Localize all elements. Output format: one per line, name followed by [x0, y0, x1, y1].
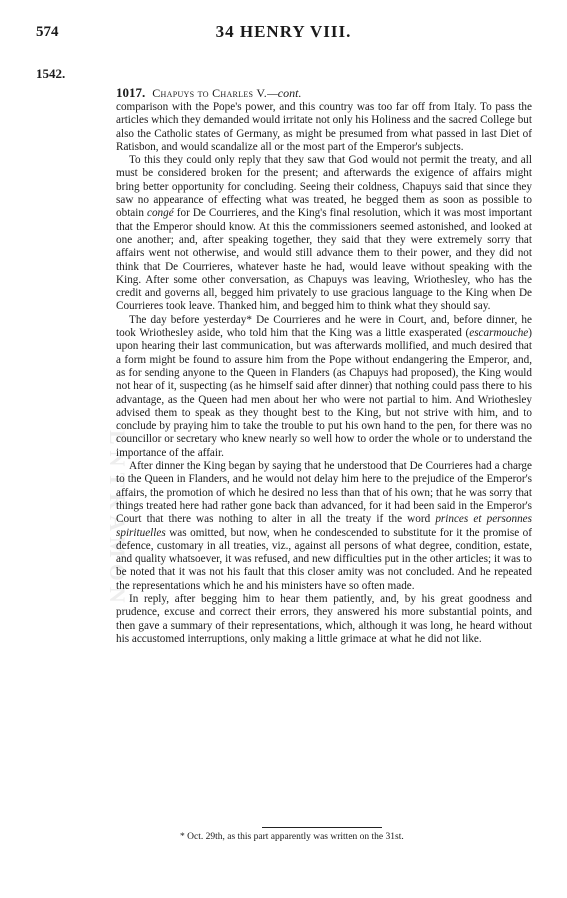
faded-watermark: ENTRAMON	[105, 430, 130, 609]
italic-phrase: princes et personnes spirituelles	[116, 513, 532, 539]
footnote-rule	[262, 827, 382, 828]
text-run: for De Courrieres, and the King's final resolution, which it was most important that the Emperor should know. At this the commissioners seemed astonished, and looked at one another; and, after speaking together, they said that they were extremely sorry that affairs went not otherwise, and would still advance them to their power, and they did not think that De Courrieres, whatever haste he had, would leave without speaking with the King. After some other conversation, as Chapuys was leaving, Wriothesley, who has the credit and governs all, begged him privately to use gracious language to the King when De Courrieres took leave. Thanked him, and begged him to think what they should say.	[116, 207, 532, 313]
entry-number: 1017.	[116, 85, 146, 100]
entry-heading	[116, 85, 301, 101]
body-paragraph	[116, 154, 532, 314]
footnote: * Oct. 29th, as this part apparently was written on the 31st.	[180, 832, 404, 842]
entry-title: Chapuys to Charles V.	[152, 86, 268, 100]
text-run: ) upon hearing their last communication, but was afterwards mollified, and much desired that a form might be found to assure him from the Pope without endangering the Emperor, and, as for sending anyone to the Queen in Flanders (as Chapuys had proposed), the King would not hear of it, suspecting (as he himself said after dinner) that nothing could pass there to his advantage, as the Queen had men about her who were not partial to him. And Wriothesley advised them to speak as they thought best to the King, but not strive with him, and to conclude by praying him to take the trouble to put his own hand to the pen, for there was no councillor or secretary who knew nearly so well how to order the whole or to understand the importance of the affair.	[116, 327, 532, 459]
body-paragraph	[116, 101, 532, 154]
year-margin: 1542.	[36, 66, 66, 81]
text-run: comparison with the Pope's power, and this country was too far off from Italy. To pass the articles which they demanded would irritate not only his Holiness and the sacred College but also the Catholic states of Germany, as might be presumed from what passed in last Diet of Ratisbon, and would scandalize all or the most part of the Emperor's subjects.	[116, 101, 532, 153]
page-number: 574	[36, 24, 59, 40]
italic-phrase: congé	[147, 207, 174, 220]
body-paragraph	[116, 314, 532, 460]
document-body	[116, 101, 532, 646]
body-paragraph	[116, 593, 532, 646]
italic-phrase: escarmouche	[469, 327, 529, 340]
text-run: To this they could only reply that they saw that God would not permit the treaty, and all must be considered broken for the present; and afterwards the exigence of affairs might bring better opportunity for concluding. Seeing their coldness, Chapuys said that since they saw no appearance of effecting what was treated, he begged them as soon as possible to obtain	[116, 154, 532, 220]
text-run: The day before yesterday* De Courrieres and he were in Court, and, before dinner, he took Wriothesley aside, who told him that the King was a little exasperated (	[116, 313, 532, 340]
text-run: was omitted, but now, when he condescended to substitute for it the promise of defence, customary in all treaties, viz., against all persons of what degree, condition, estate, and quality whatsoever, it was refused, and new difficulties put in the other articles; it was to be noted that it was not his fault that this closer amity was not concluded. And he repeated the representations which he and his ministers have so often made.	[116, 526, 532, 592]
entry-title-suffix: —cont.	[267, 86, 302, 100]
running-head: 34 HENRY VIII.	[215, 22, 352, 41]
text-run: After dinner the King began by saying that he understood that De Courrieres had a charge to the Queen in Flanders, and he would not delay him here to the prejudice of the Emperor's affairs, the promotion of which he desired no less than that of his own; that he was sorry that things treated here had rather gone back than advanced, for it had been said in the Emperor's Court that there was nothing to alter in all the treaty if the word	[116, 460, 532, 526]
text-run: In reply, after begging him to hear them patiently, and, by his great goodness and prudence, excuse and correct their errors, they answered his more substantial points, and then gave a summary of their representations, which, although it was long, he heard without his accustomed interruptions, only making a little grimace at what he did not like.	[116, 592, 532, 645]
body-paragraph	[116, 460, 532, 593]
